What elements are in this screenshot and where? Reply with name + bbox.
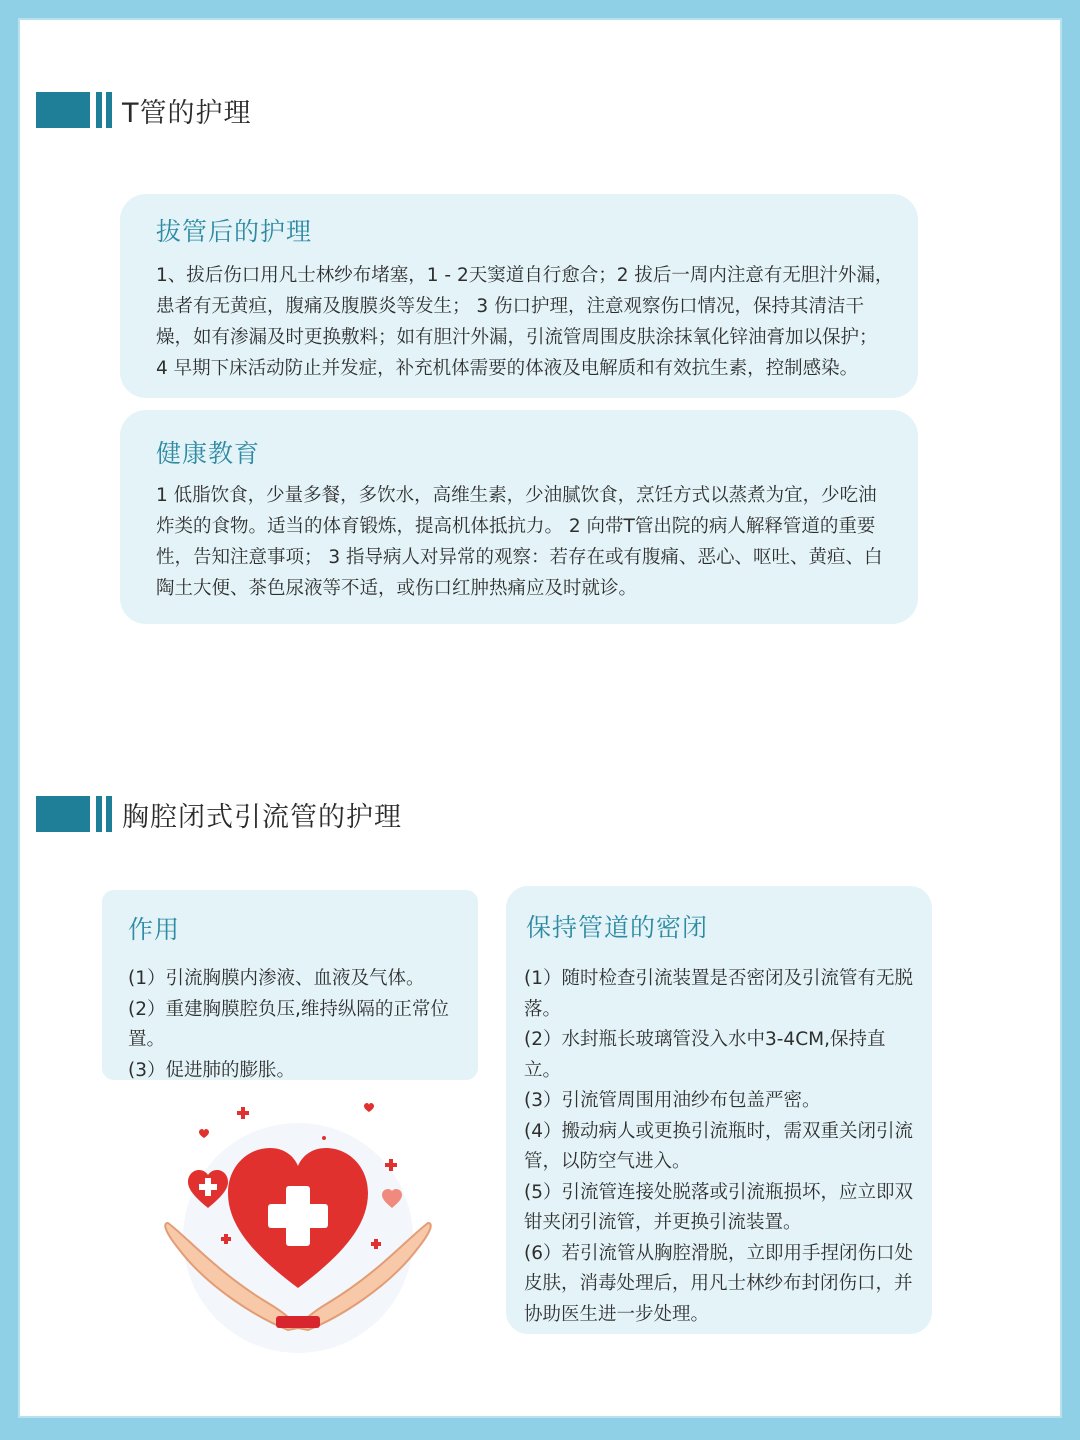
- card-body: 1 低脂饮食，少量多餐，多饮水，高维生素，少油腻饮食，烹饪方式以蒸煮为宜，少吃油炸类的食物。适当的体育锻炼，提高机体抵抗力。 2 向带T管出院的病人解释管道的重要性，告知注意事项； 3 指导病人对异常的观察：若存在或有腹痛、恶心、呕吐、黄疸、白陶土大便、茶色尿液等不适，或伤口红肿热痛应及时就诊。: [156, 485, 883, 599]
- card-health-education: [120, 410, 918, 624]
- page-frame: [18, 18, 1062, 1418]
- list-item: (3）促进肺的膨胀。: [128, 1059, 295, 1081]
- list-item: (1）随时检查引流装置是否密闭及引流管有无脱落。: [524, 968, 913, 1020]
- card-post-removal-care: [120, 194, 918, 398]
- list-item: (5）引流管连接处脱落或引流瓶损坏，应立即双钳夹闭引流管，并更换引流装置。: [524, 1181, 913, 1233]
- card-function: [102, 890, 478, 1080]
- list-item: (3）引流管周围用油纱布包盖严密。: [524, 1090, 821, 1111]
- list-item: (2）重建胸膜腔负压,维持纵隔的正常位置。: [128, 998, 449, 1050]
- list-item: (4）搬动病人或更换引流瓶时，需双重关闭引流管，以防空气进入。: [524, 1120, 913, 1172]
- header-bar-thin: [106, 92, 112, 128]
- list-item: (1）引流胸膜内渗液、血液及气体。: [128, 968, 425, 989]
- section-header-chest-drain: [36, 794, 402, 834]
- section-header-t-tube: [36, 90, 252, 130]
- card-body: 1、拔后伤口用凡士林纱布堵塞，1 - 2天窦道自行愈合；2 拔后一周内注意有无胆汁外漏，患者有无黄疸，腹痛及腹膜炎等发生； 3 伤口护理，注意观察伤口情况，保持其清洁干燥，如有渗漏及时更换敷料；如有胆汁外漏，引流管周围皮肤涂抹氧化锌油膏加以保护； 4 早期下床活动防止并发症，补充机体需要的体液及电解质和有效抗生素，控制感染。: [156, 265, 894, 379]
- heart-hands-illustration: [148, 1098, 448, 1358]
- header-bar-thin: [106, 796, 112, 832]
- card-title: 拔管后的护理: [156, 217, 313, 246]
- list-item: (2）水封瓶长玻璃管没入水中3-4CM,保持直立。: [524, 1029, 886, 1081]
- list-item: (6）若引流管从胸腔滑脱，立即用手捏闭伤口处皮肤，消毒处理后，用凡士林纱布封闭伤口，并协助医生进一步处理。: [524, 1242, 913, 1325]
- section-title: 胸腔闭式引流管的护理: [122, 801, 402, 833]
- header-bar-thin: [96, 796, 102, 832]
- card-title: 保持管道的密闭: [526, 913, 709, 942]
- section-title: T管的护理: [122, 97, 252, 129]
- card-keep-sealed: [506, 886, 932, 1334]
- card-title: 作用: [128, 915, 181, 944]
- card-title: 健康教育: [156, 439, 261, 468]
- header-bar-thin: [96, 92, 102, 128]
- function-list: [128, 964, 472, 1086]
- header-bar-icon: [36, 796, 90, 832]
- header-bar-icon: [36, 92, 90, 128]
- sealed-list: [524, 964, 916, 1330]
